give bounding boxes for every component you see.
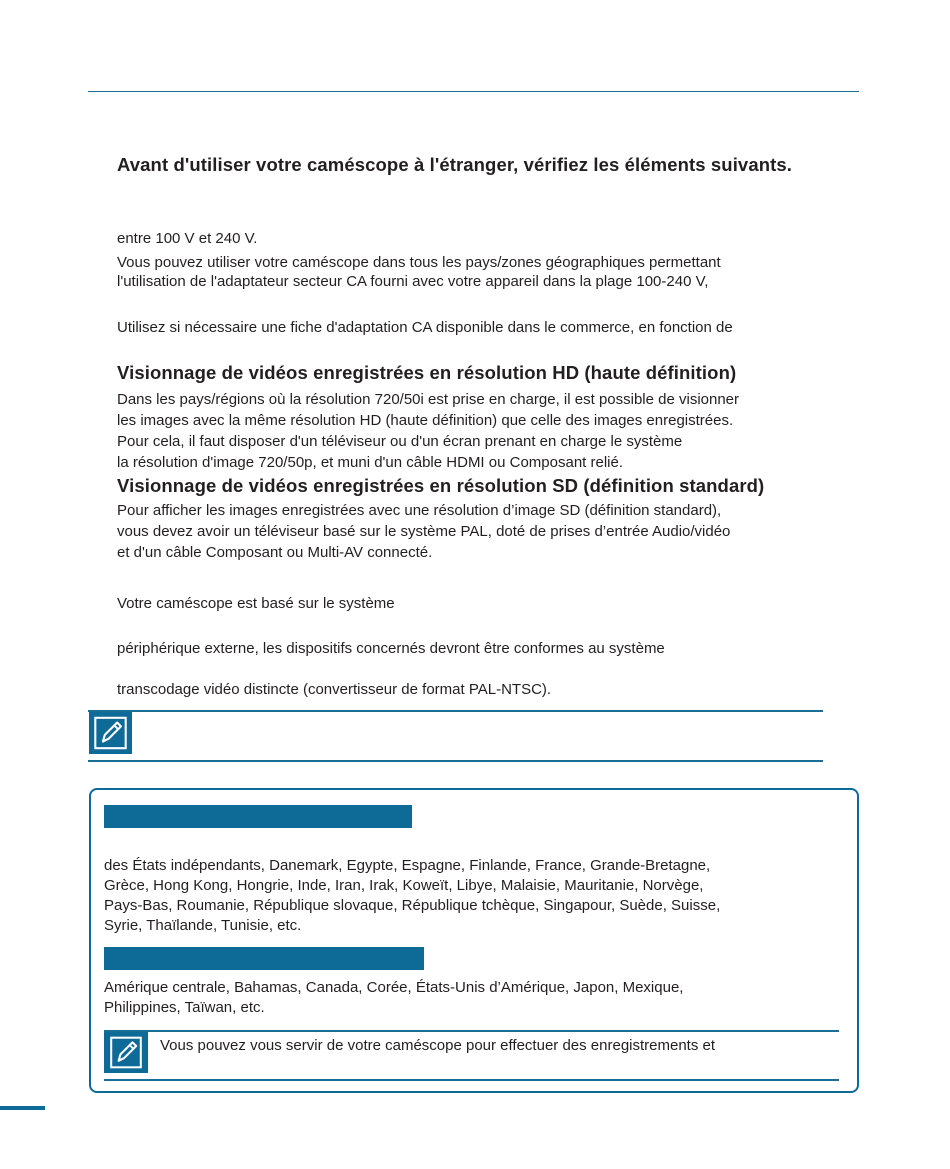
power-text-line3: l'utilisation de l'adaptateur secteur CA fourni avec votre appareil dans la plage 100-240 V,	[117, 273, 709, 290]
ntsc-line: Amérique centrale, Bahamas, Canada, Corée, États-Unis d’Amérique, Japon, Mexique,	[104, 979, 684, 996]
pal-heading-bar	[104, 805, 412, 828]
system-text-line2: périphérique externe, les dispositifs concernés devront être conformes au système	[117, 640, 665, 657]
power-text-line2: Vous pouvez utiliser votre caméscope dans tous les pays/zones géographiques permettant	[117, 254, 721, 271]
pal-line: des États indépendants, Danemark, Egypte, Espagne, Finlande, France, Grande-Bretagne,	[104, 857, 711, 874]
pal-line: Grèce, Hong Kong, Hongrie, Inde, Iran, Irak, Koweït, Libye, Malaisie, Mauritanie, Norvège,	[104, 877, 704, 894]
hd-line: Pour cela, il faut disposer d'un téléviseur ou d'un écran prenant en charge le système	[117, 433, 683, 450]
pal-line: Syrie, Thaïlande, Tunisie, etc.	[104, 917, 302, 934]
page-corner-marker	[0, 1106, 45, 1110]
box-note-rule-top	[104, 1030, 839, 1032]
sd-section-body	[117, 500, 730, 563]
hd-line: Dans les pays/régions où la résolution 720/50i est prise en charge, il est possible de visionner	[117, 391, 740, 408]
ntsc-countries	[104, 978, 683, 1018]
pal-countries	[104, 856, 720, 936]
hd-line: les images avec la même résolution HD (haute définition) que celle des images enregistrées.	[117, 412, 734, 429]
box-note-rule-bottom	[104, 1079, 839, 1081]
sd-section-title: Visionnage de vidéos enregistrées en résolution SD (définition standard)	[117, 475, 765, 496]
box-note-text: Vous pouvez vous servir de votre caméscope pour effectuer des enregistrements et	[160, 1037, 716, 1054]
ntsc-line: Philippines, Taïwan, etc.	[104, 999, 265, 1016]
ntsc-heading-bar	[104, 947, 424, 970]
note-pencil-icon	[89, 712, 132, 754]
note-rule-bottom	[88, 760, 823, 762]
hd-section-title: Visionnage de vidéos enregistrées en résolution HD (haute définition)	[117, 362, 737, 383]
sd-line: vous devez avoir un téléviseur basé sur le système PAL, doté de prises d’entrée Audio/vidéo	[117, 523, 731, 540]
system-text-line3: transcodage vidéo distincte (convertisseur de format PAL-NTSC).	[117, 681, 552, 698]
power-text-line1: entre 100 V et 240 V.	[117, 230, 258, 247]
box-note-pencil-icon	[104, 1032, 148, 1073]
pal-line: Pays-Bas, Roumanie, République slovaque, République tchèque, Singapour, Suède, Suisse,	[104, 897, 721, 914]
system-text-line1: Votre caméscope est basé sur le système	[117, 595, 395, 612]
hd-section-body	[117, 389, 739, 473]
sd-line: Pour afficher les images enregistrées avec une résolution d’image SD (définition standard),	[117, 502, 722, 519]
note-rule-top	[88, 710, 823, 712]
main-heading: Avant d'utiliser votre caméscope à l'étranger, vérifiez les éléments suivants.	[117, 154, 793, 175]
sd-line: et d'un câble Composant ou Multi-AV connecté.	[117, 544, 433, 561]
hd-line: la résolution d'image 720/50p, et muni d'un câble HDMI ou Composant relié.	[117, 454, 624, 471]
power-text-line4: Utilisez si nécessaire une fiche d'adaptation CA disponible dans le commerce, en fonction de	[117, 319, 733, 336]
header-rule	[88, 91, 859, 92]
